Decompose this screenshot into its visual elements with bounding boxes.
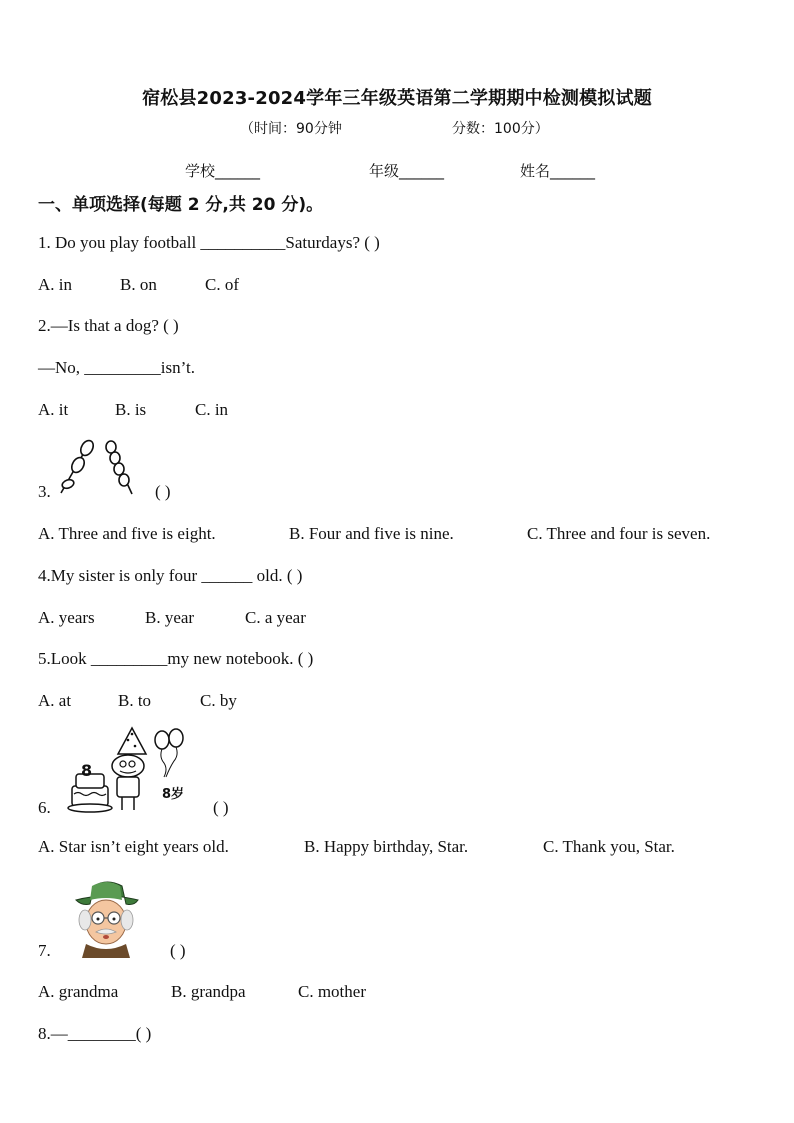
q3-option-b[interactable]: B. Four and five is nine. <box>289 524 454 543</box>
question-6-number: 6. <box>38 798 51 817</box>
question-7-answer-paren: ( ) <box>170 941 186 960</box>
q6-option-b[interactable]: B. Happy birthday, Star. <box>304 837 469 856</box>
school-field[interactable]: 学校______ <box>185 162 261 180</box>
question-7-number: 7. <box>38 941 51 960</box>
exam-title: 宿松县2023-2024学年三年级英语第二学期期中检测模拟试题 <box>142 88 652 109</box>
q1-option-b[interactable]: B. on <box>120 275 157 294</box>
question-2-line-2: —No, _________isn’t. <box>38 358 195 377</box>
age-caption: 8岁 <box>162 787 185 802</box>
q3-option-a[interactable]: A. Three and five is eight. <box>38 524 216 543</box>
q4-option-a[interactable]: A. years <box>38 608 95 627</box>
birthday-image <box>66 724 190 816</box>
q6-option-c[interactable]: C. Thank you, Star. <box>543 837 675 856</box>
q5-option-a[interactable]: A. at <box>38 691 72 710</box>
q3-option-c[interactable]: C. Three and four is seven. <box>527 524 711 543</box>
question-6-answer-paren: ( ) <box>213 798 229 817</box>
q5-option-b[interactable]: B. to <box>118 691 152 710</box>
question-2-line-1: 2.—Is that a dog? ( ) <box>38 316 179 335</box>
question-3-number: 3. <box>38 482 51 501</box>
q4-option-c[interactable]: C. a year <box>245 608 306 627</box>
q7-option-b[interactable]: B. grandpa <box>171 982 246 1001</box>
question-3-answer-paren: ( ) <box>155 482 171 501</box>
q1-option-a[interactable]: A. in <box>38 275 72 294</box>
svg-text:8: 8 <box>81 761 93 780</box>
question-1: 1. Do you play football __________Saturdays? ( ) <box>38 233 380 252</box>
grade-field[interactable]: 年级______ <box>369 162 445 180</box>
q5-option-c[interactable]: C. by <box>200 691 237 710</box>
q2-option-b[interactable]: B. is <box>115 400 147 419</box>
skewers-image <box>56 436 140 498</box>
time-info: （时间：90分钟 <box>240 121 342 137</box>
score-info: 分数：100分） <box>452 121 549 137</box>
question-4: 4.My sister is only four ______ old. ( ) <box>38 566 303 585</box>
name-field[interactable]: 姓名______ <box>520 162 596 180</box>
question-5: 5.Look _________my new notebook. ( ) <box>38 649 314 668</box>
q2-option-a[interactable]: A. it <box>38 400 69 419</box>
q7-option-a[interactable]: A. grandma <box>38 982 119 1001</box>
q1-option-c[interactable]: C. of <box>205 275 239 294</box>
grandpa-image <box>70 876 142 958</box>
question-8: 8.—________( ) <box>38 1024 152 1043</box>
section-heading: 一、单项选择(每题 2 分,共 20 分)。 <box>38 195 324 215</box>
q2-option-c[interactable]: C. in <box>195 400 229 419</box>
q7-option-c[interactable]: C. mother <box>298 982 366 1001</box>
q6-option-a[interactable]: A. Star isn’t eight years old. <box>38 837 229 856</box>
q4-option-b[interactable]: B. year <box>145 608 195 627</box>
